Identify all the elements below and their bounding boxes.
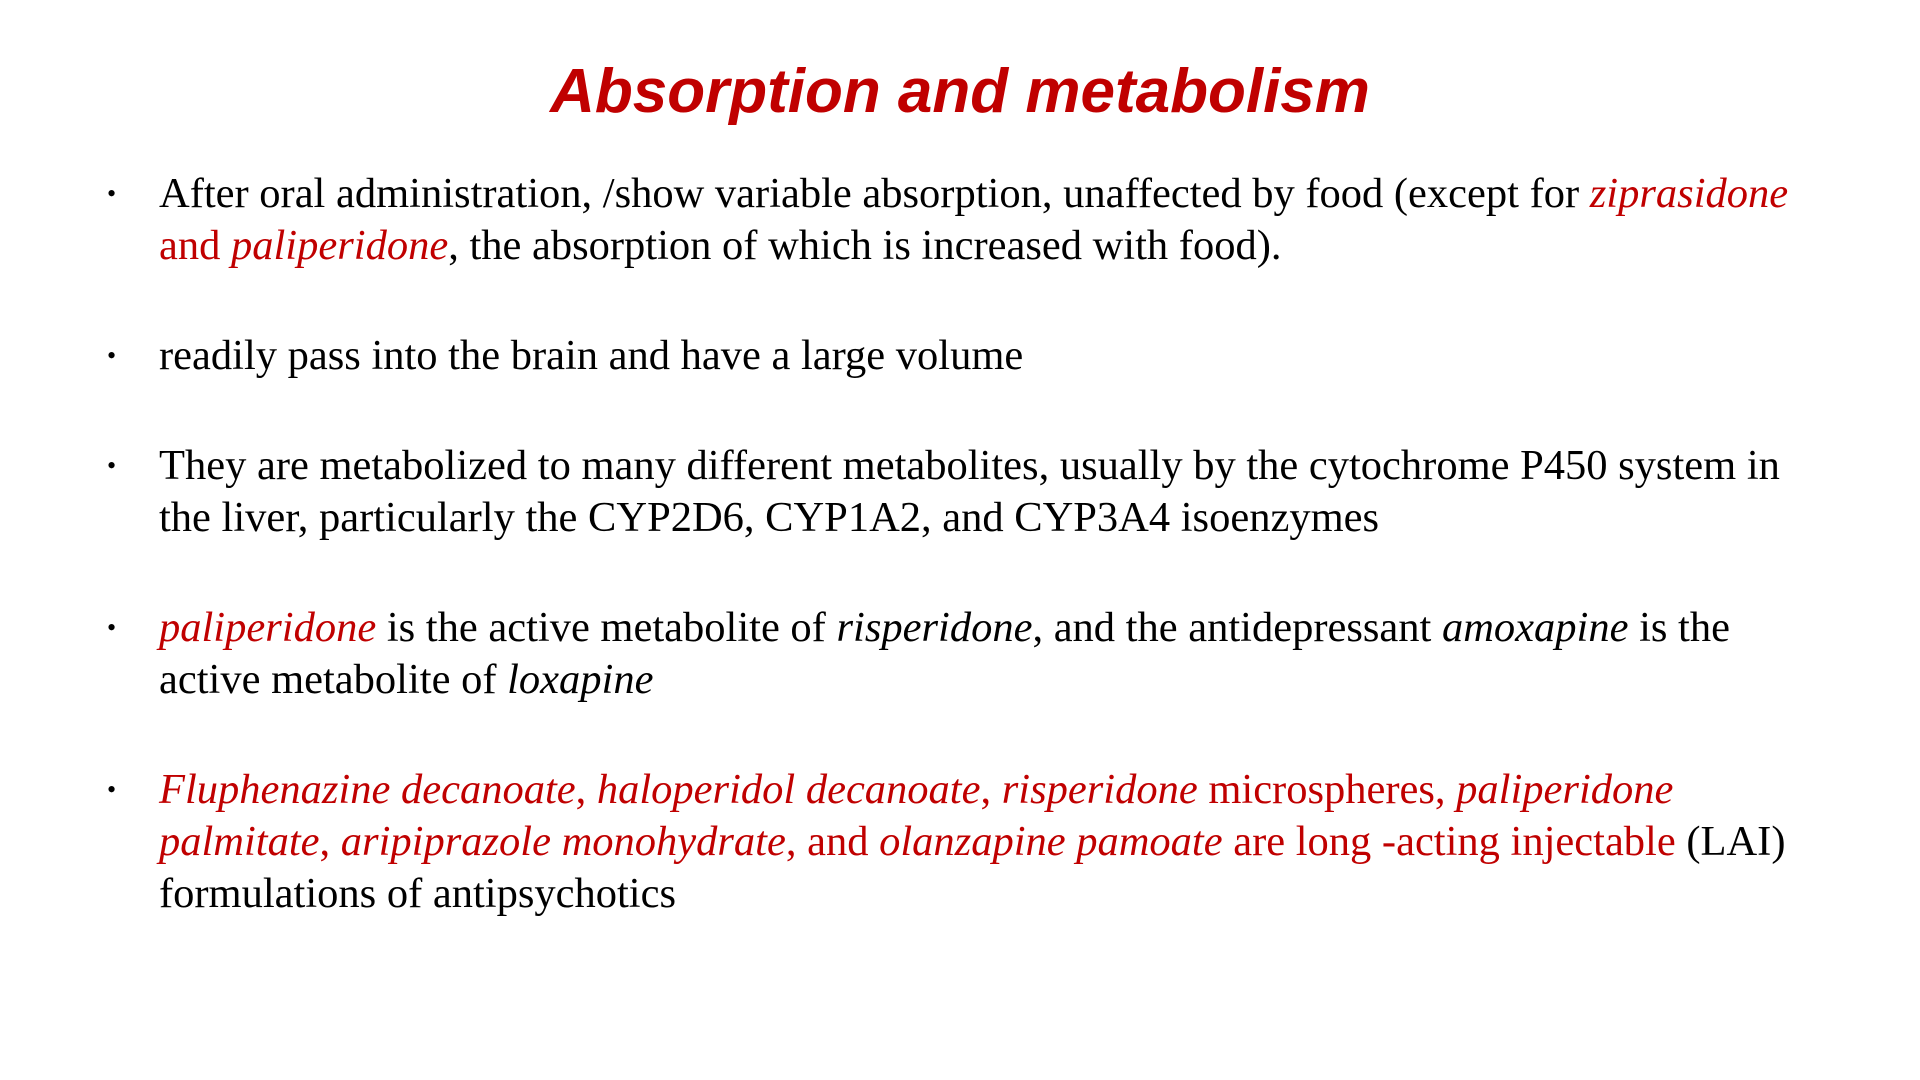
text-span: , bbox=[575, 766, 597, 813]
text-span: , bbox=[980, 766, 1002, 813]
drug-name-olanzapine-pamoate: olanzapine pamoate bbox=[879, 818, 1223, 865]
text-span: , bbox=[319, 818, 341, 865]
bullet-marker: • bbox=[107, 451, 117, 480]
drug-name-paliperidone-palmitate: paliperidone palmitate bbox=[159, 766, 1674, 865]
text-span: and bbox=[159, 222, 231, 269]
drug-name-fluphenazine-decanoate: Fluphenazine decanoate bbox=[159, 766, 576, 813]
bullet-item-distribution bbox=[104, 330, 1824, 382]
text-span: is the active metabolite of bbox=[376, 604, 837, 651]
text-span: microspheres, bbox=[1197, 766, 1457, 813]
text-span: (LAI) formulations of antipsychotics bbox=[159, 818, 1786, 917]
bullet-marker: • bbox=[107, 179, 117, 208]
drug-name-loxapine: loxapine bbox=[507, 656, 654, 703]
drug-name-amoxapine: amoxapine bbox=[1441, 604, 1629, 651]
drug-name-paliperidone: paliperidone bbox=[231, 222, 449, 269]
bullet-marker: • bbox=[107, 613, 117, 642]
bullet-item-lai-formulations bbox=[104, 764, 1824, 920]
drug-name-haloperidol-decanoate: haloperidol decanoate bbox=[596, 766, 981, 813]
text-span: , and bbox=[785, 818, 880, 865]
slide-title: Absorption and metabolism bbox=[550, 57, 1370, 126]
bullet-list bbox=[104, 168, 1824, 980]
text-span: readily pass into the brain and have a large volume bbox=[159, 332, 1024, 379]
bullet-item-metabolism bbox=[104, 440, 1824, 544]
bullet-marker: • bbox=[107, 775, 117, 804]
text-span: is the active metabolite of bbox=[159, 604, 1730, 703]
drug-name-risperidone: risperidone bbox=[836, 604, 1033, 651]
text-span: After oral administration, /show variable absorption, unaffected by food (except for bbox=[159, 170, 1590, 217]
drug-name-ziprasidone: ziprasidone bbox=[1589, 170, 1789, 217]
bullet-item-absorption bbox=[104, 168, 1824, 272]
drug-name-risperidone: risperidone bbox=[1001, 766, 1198, 813]
bullet-item-active-metabolites bbox=[104, 602, 1824, 706]
bullet-marker: • bbox=[107, 341, 117, 370]
text-span: They are metabolized to many different metabolites, usually by the cytochrome P450 system in the liver, particularly the CYP2D6, CYP1A2, and CYP3A4 isoenzymes bbox=[159, 442, 1780, 541]
drug-name-paliperidone: paliperidone bbox=[159, 604, 377, 651]
drug-name-aripiprazole-monohydrate: aripiprazole monohydrate bbox=[340, 818, 786, 865]
text-span: , the absorption of which is increased with food). bbox=[448, 222, 1282, 269]
text-span: , and the antidepressant bbox=[1032, 604, 1442, 651]
text-span: are long -acting injectable bbox=[1222, 818, 1676, 865]
